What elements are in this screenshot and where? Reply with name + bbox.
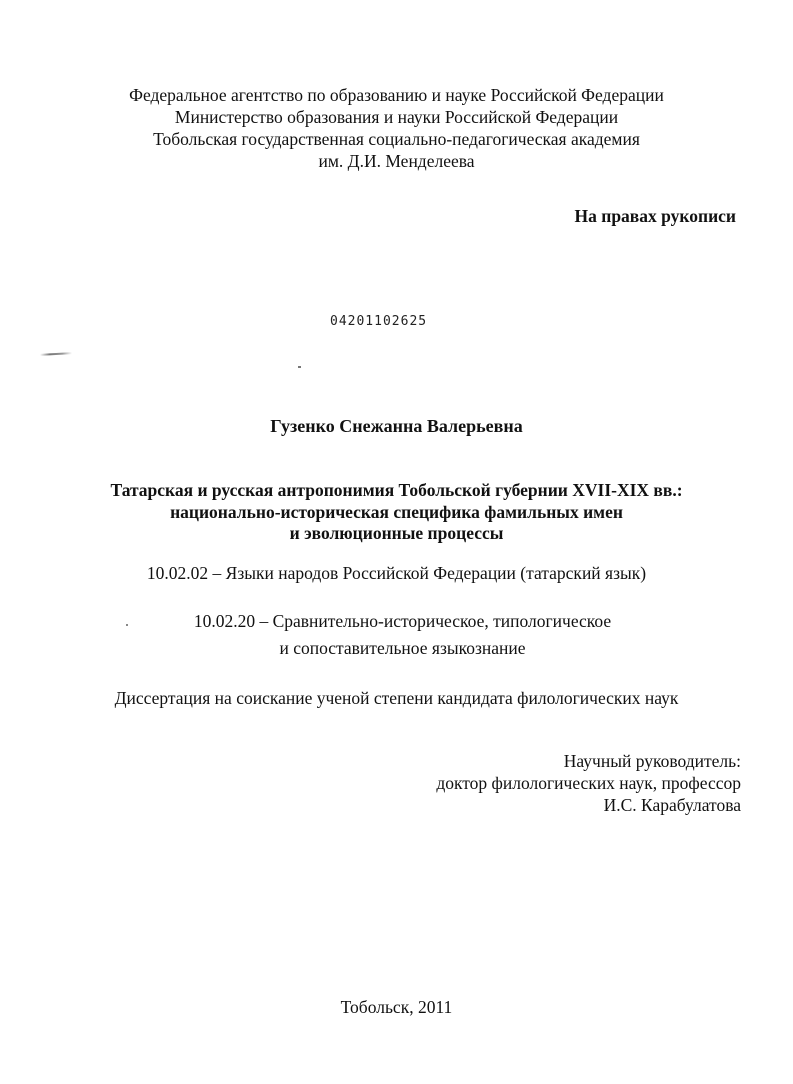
supervisor-label: Научный руководитель: [563, 751, 741, 771]
specialty-2-line: и сопоставительное языкознание [279, 638, 526, 658]
header-line-ministry: Министерство образования и науки Российской Федерации [174, 107, 619, 127]
header-line-academy: Тобольская государственная социально-педагогическая академия [153, 129, 640, 149]
supervisor-name: И.С. Карабулатова [603, 795, 741, 815]
title-line: и эволюционные процессы [289, 523, 504, 543]
city-year: Тобольск, 2011 [340, 997, 453, 1017]
title-line: национально-историческая специфика фамильных имен [170, 501, 623, 522]
title-line: Татарская и русская антропонимия Тобольской губернии XVII-XIX вв.: [110, 480, 683, 500]
scan-artifact [298, 366, 301, 368]
supervisor-credentials: доктор филологических наук, профессор [436, 773, 741, 793]
specialty-code-1: 10.02.02 – Языки народов Российской Федерации (татарский язык) [146, 563, 647, 583]
scientific-supervisor [436, 750, 741, 816]
dissertation-title [0, 480, 793, 545]
degree-statement: Диссертация на соискание ученой степени кандидата филологических наук [114, 688, 679, 708]
manuscript-rights-label: На правах рукописи [574, 206, 736, 226]
institution-header [0, 84, 793, 172]
scan-artifact [40, 352, 72, 356]
specialty-2-line: 10.02.20 – Сравнительно-историческое, типологическое [193, 611, 612, 631]
header-line-named-after: им. Д.И. Менделеева [318, 151, 475, 171]
specialty-code-2 [6, 608, 793, 662]
header-line-agency: Федеральное агентство по образованию и науке Российской Федерации [129, 85, 664, 105]
registration-number: 04201102625 [330, 314, 428, 329]
author-name: Гузенко Снежанна Валерьевна [270, 416, 523, 436]
